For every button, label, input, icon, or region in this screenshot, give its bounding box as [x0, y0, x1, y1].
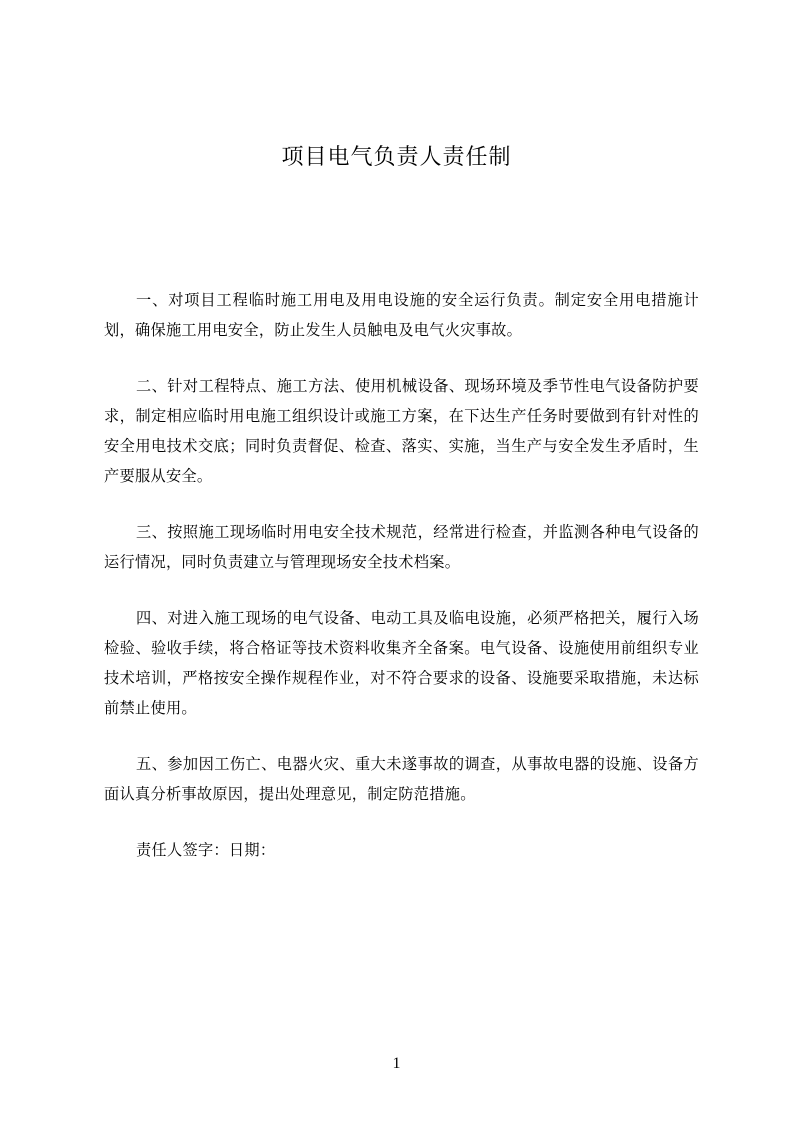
paragraph-2: 二、针对工程特点、施工方法、使用机械设备、现场环境及季节性电气设备防护要求，制定相应临时用电施工组织设计或施工方案，在下达生产任务时要做到有针对性的安全用电技术交底；同时负责督促、检查、落实、实施，当生产与安全发生矛盾时，生产要服从安全。 [104, 377, 699, 485]
document-body [104, 285, 699, 865]
page-number: 1 [392, 1055, 401, 1072]
page-title: 项目电气负责人责任制 [281, 145, 512, 170]
paragraph-4: 四、对进入施工现场的电气设备、电动工具及临电设施，必须严格把关，履行入场检验、验收手续，将合格证等技术资料收集齐全备案。电气设备、设施使用前组织专业技术培训，严格按安全操作规程作业，对不符合要求的设备、设施要采取措施，未达标前禁止使用。 [104, 609, 699, 717]
paragraph-5: 五、参加因工伤亡、电器火灾、重大未遂事故的调查，从事故电器的设施、设备方面认真分析事故原因，提出处理意见，制定防范措施。 [104, 755, 699, 803]
paragraph-1: 一、对项目工程临时施工用电及用电设施的安全运行负责。制定安全用电措施计划，确保施工用电安全，防止发生人员触电及电气火灾事故。 [104, 291, 699, 339]
signature-line: 责任人签字：日期： [136, 841, 276, 859]
paragraph-3: 三、按照施工现场临时用电安全技术规范，经常进行检查，并监测各种电气设备的运行情况，同时负责建立与管理现场安全技术档案。 [104, 523, 699, 571]
